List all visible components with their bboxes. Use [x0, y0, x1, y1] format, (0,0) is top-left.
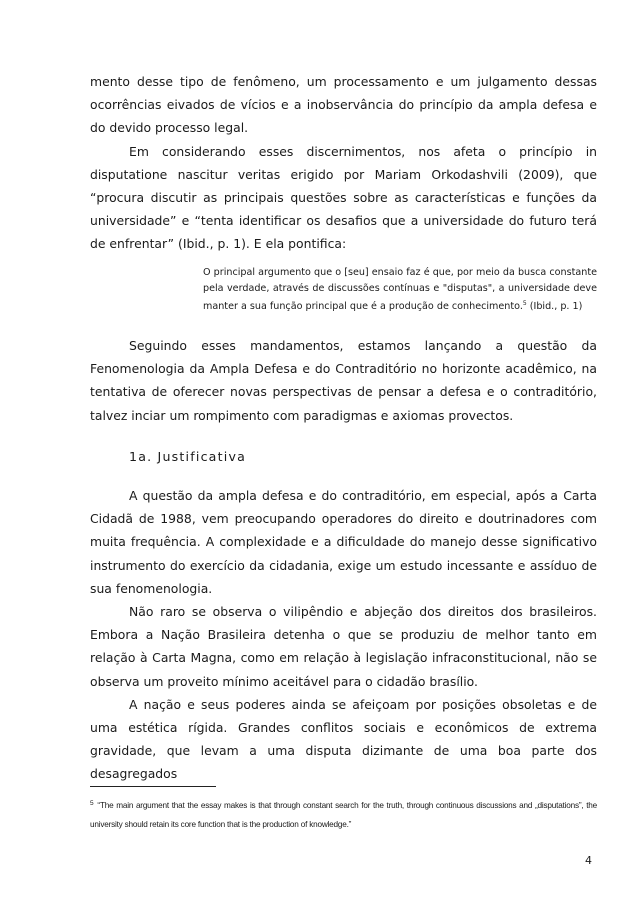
section-paragraph-1: A questão da ampla defesa e do contraditório, em especial, após a Carta Cidadã de 1988, vem preocupando operadores do direito e doutrinadores com muita frequência. A complexidade e a dificuldade do manejo desse significativo instrumento do exercício da cidadania, exige um estudo incessante e assíduo de sua fenomenologia.	[90, 488, 597, 596]
paragraph-3: Seguindo esses mandamentos, estamos lançando a questão da Fenomenologia da Ampla Defesa e do Contraditório no horizonte acadêmico, na tentativa de oferecer novas perspectivas de pensar a defesa e o contraditório, talvez inciar um rompimento com paradigmas e axiomas provectos.	[90, 338, 597, 423]
section-heading: 1a. Justificativa	[129, 449, 247, 464]
quote-citation: (Ibid., p. 1)	[526, 301, 583, 313]
quote-footnote-ref: 5	[522, 300, 527, 308]
footnote-text: “The main argument that the essay makes is that through constant search for the truth, through continuous discussions and „disputations”, the university should retain its core function that is the production of knowledge.”	[90, 801, 597, 829]
block-quote	[203, 265, 597, 315]
intro-text-block	[90, 70, 597, 256]
after-quote-text-block	[90, 334, 597, 427]
page-number: 4	[585, 854, 592, 867]
footnote-divider	[90, 786, 216, 787]
paragraph-2: Em considerando esses discernimentos, nos afeta o princípio in disputatione nascitur veritas erigido por Mariam Orkodashvili (2009), que “procura discutir as principais questões sobre as características e funções da universidade” e “tenta identificar os desafios que a universidade do futuro terá de enfrentar” (Ibid., p. 1). E ela pontifica:	[90, 143, 597, 252]
footnote	[90, 794, 597, 834]
paragraph-1: mento desse tipo de fenômeno, um processamento e um julgamento dessas ocorrências eivados de vícios e a inobservância do princípio da ampla defesa e do devido processo legal.	[90, 74, 597, 136]
footnote-number: 5	[90, 800, 94, 807]
section-paragraph-2: Não raro se observa o vilipêndio e abjeção dos direitos dos brasileiros. Embora a Nação Brasileira detenha o que se produziu de melhor tanto em relação à Carta Magna, como em relação à legislação infraconstitucional, não se observa um proveito mínimo aceitável para o cidadão brasílio.	[90, 604, 597, 689]
section-paragraph-3: A nação e seus poderes ainda se afeiçoam por posições obsoletas e de uma estética rígida. Grandes conflitos sociais e econômicos de extrema gravidade, que levam a uma disputa dizimante de uma boa parte dos desagregados	[90, 696, 597, 782]
section-text-block	[90, 484, 597, 786]
quote-text: O principal argumento que o [seu] ensaio faz é que, por meio da busca constante pela verdade, através de discussões contínuas e "disputas", a universidade deve manter a sua função principal que é a produção de conhecimento.	[203, 267, 597, 313]
